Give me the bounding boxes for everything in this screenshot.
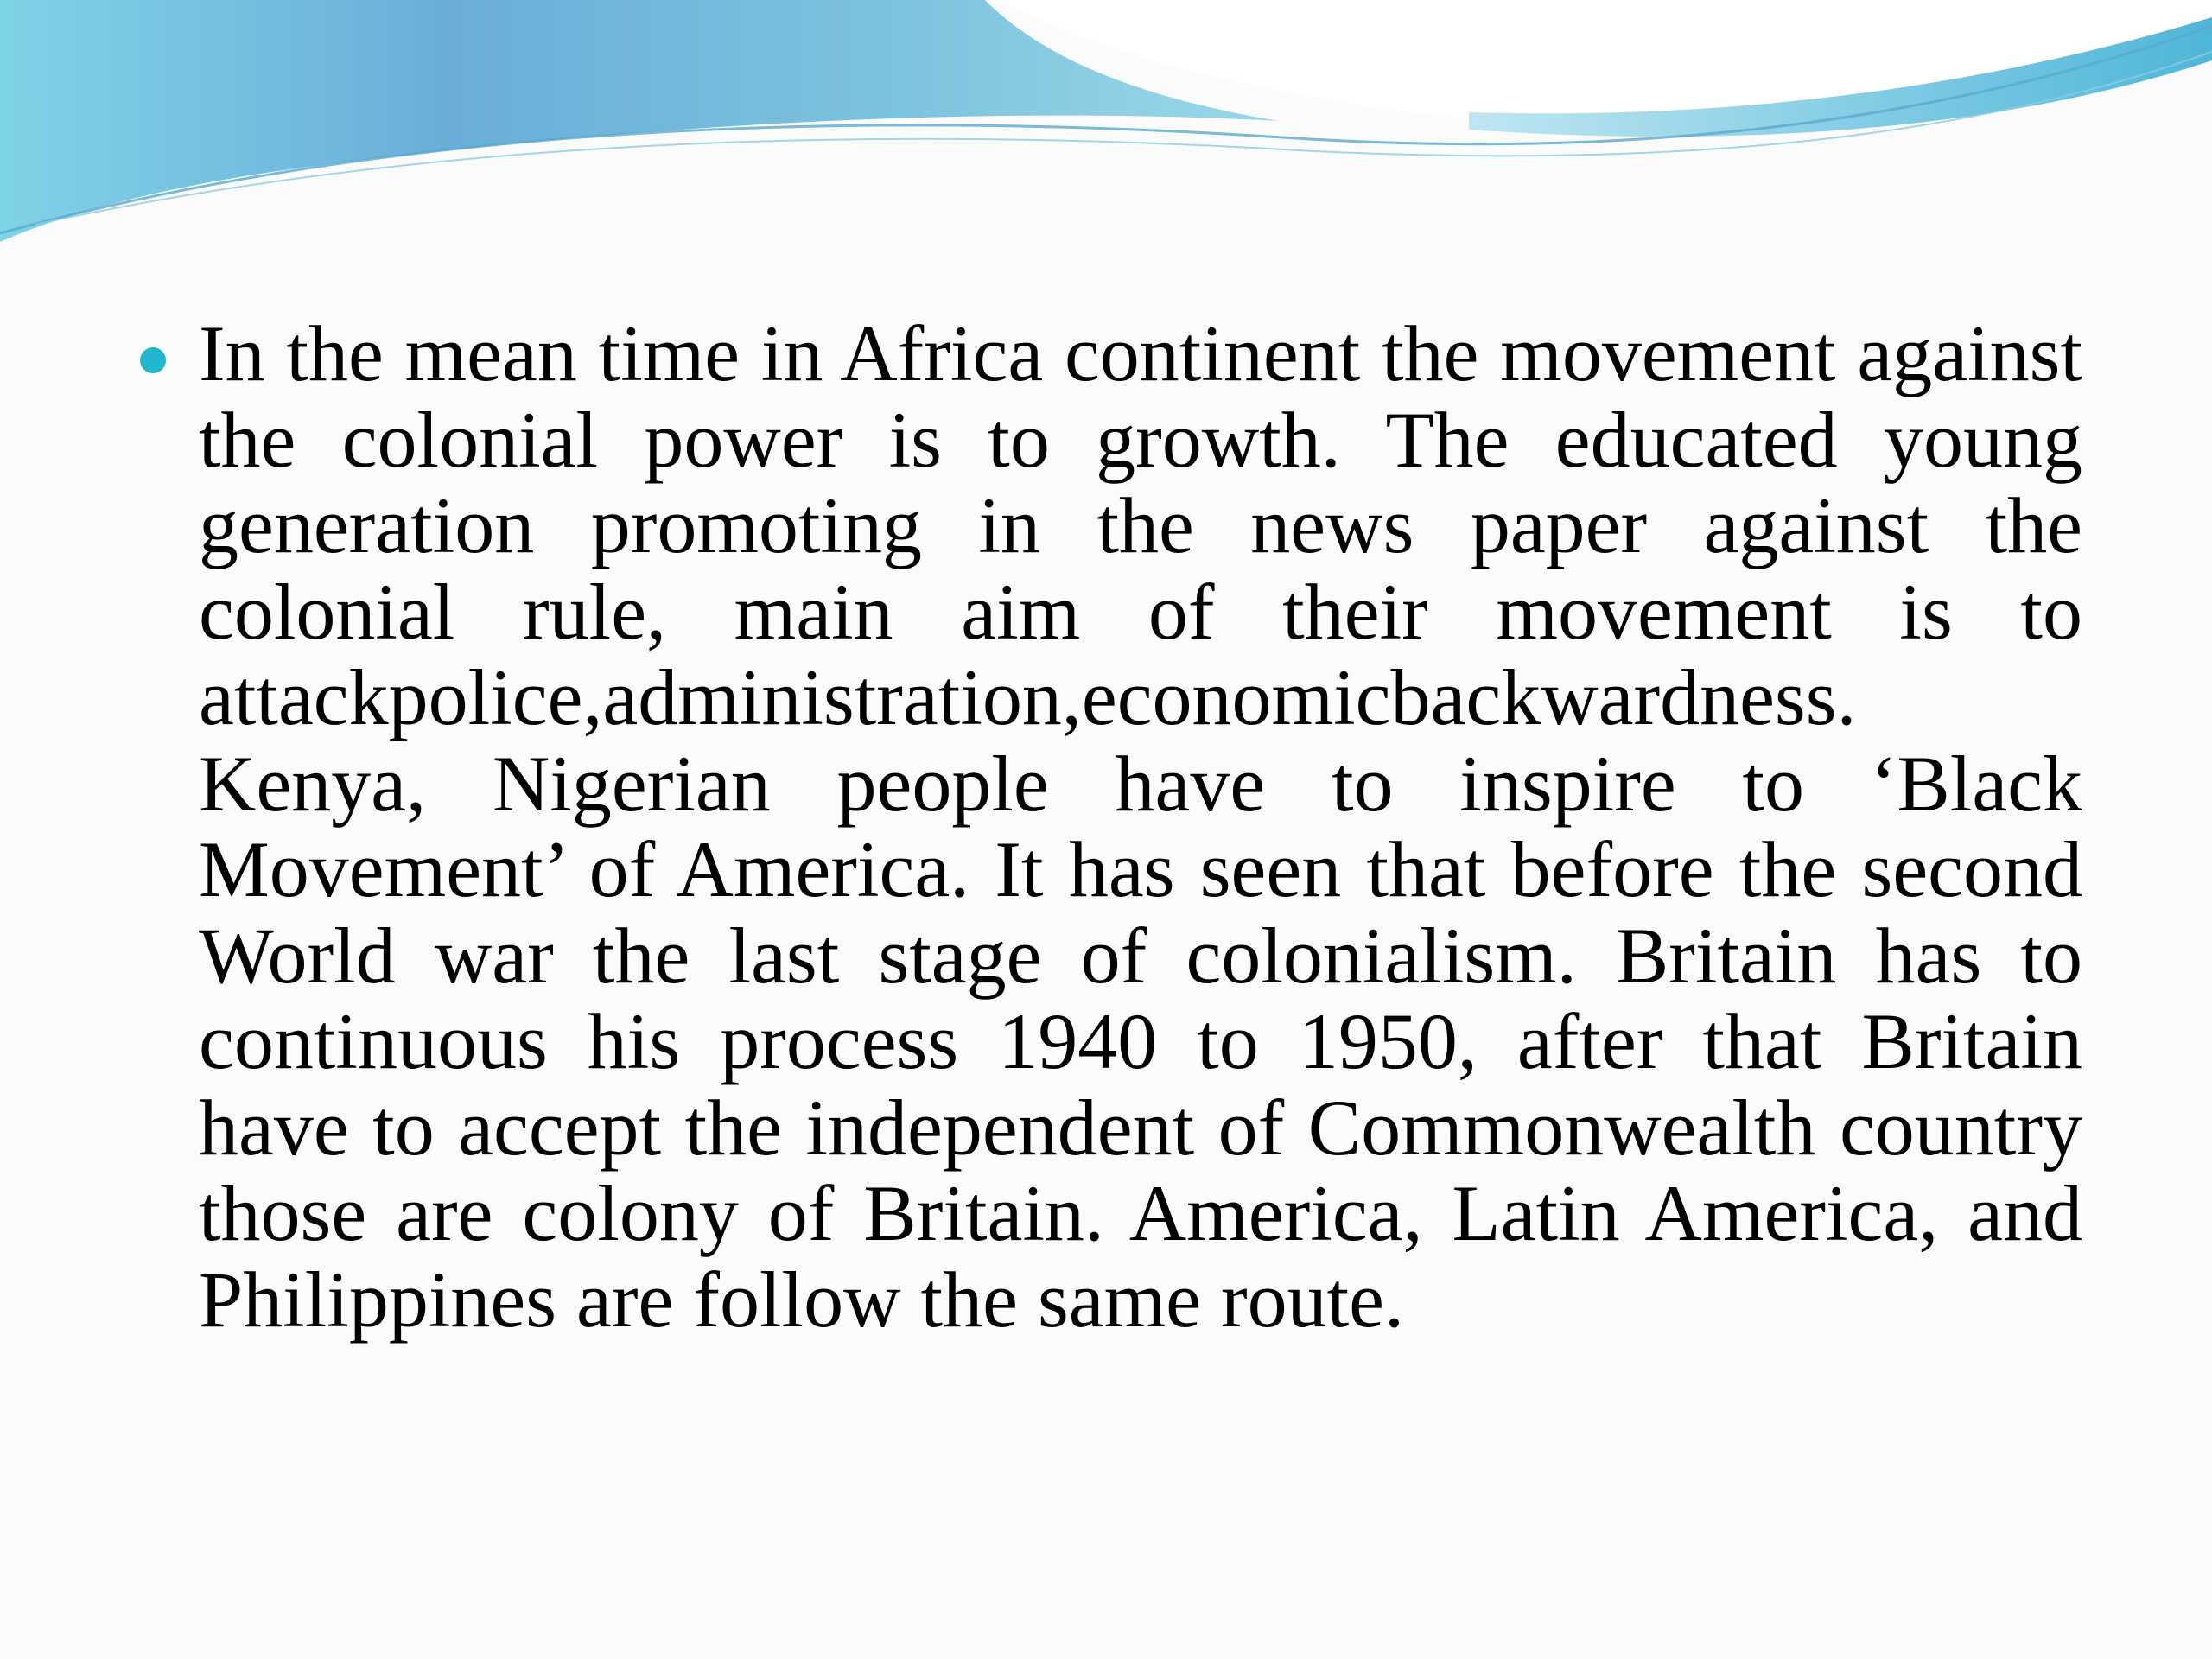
bullet-paragraph: In the mean time in Africa continent the movement against the colonial power is to growth. The educated young generation promoting in the news paper against the colonial rule, main aim of their movement is to attackpolice,administration,economicbackwardness. Kenya, Nigerian people have to inspire to ‘Black Movement’ of America. It has seen that before the second World war the last stage of colonialism. Britain has to continuous his process 1940 to 1950, after that Britain have to accept the independent of Commonwealth country those are colony of Britain. America, Latin America, and Philippines are follow the same route. [199, 309, 2082, 1344]
slide-body [130, 311, 2082, 1343]
bullet-dot-icon [140, 347, 166, 373]
header-wave-decoration [0, 0, 2212, 259]
bullet-item [130, 311, 2082, 1343]
